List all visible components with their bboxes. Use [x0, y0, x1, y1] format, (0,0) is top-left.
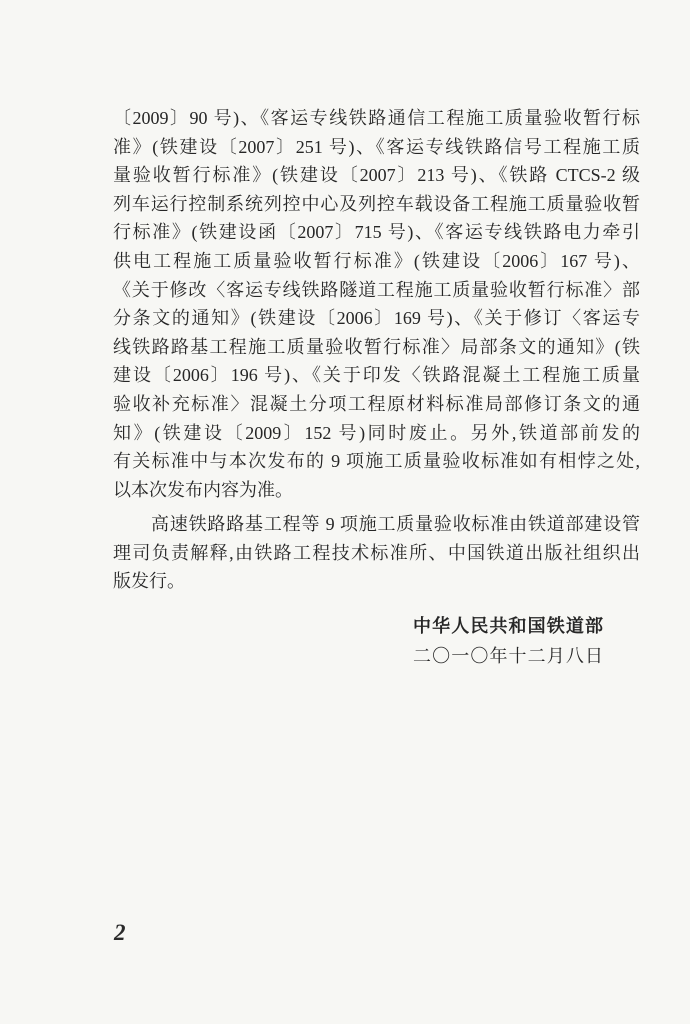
- body-line: 供电工程施工质量验收暂行标准》(铁建设〔2006〕167 号)、: [113, 250, 640, 271]
- body-line: 验收补充标准〉混凝土分项工程原材料标准局部修订条文的通: [113, 393, 640, 414]
- body-line: 建设〔2006〕196 号)、《关于印发〈铁路混凝土工程施工质量: [113, 365, 640, 386]
- body-line: 分条文的通知》(铁建设〔2006〕169 号)、《关于修订〈客运专: [113, 308, 640, 329]
- body-line: 知》(铁建设〔2009〕152 号)同时废止。另外,铁道部前发的: [113, 422, 640, 443]
- body-line: 列车运行控制系统列控中心及列控车载设备工程施工质量验收暂: [113, 193, 640, 214]
- body-line: 准》(铁建设〔2007〕251 号)、《客运专线铁路信号工程施工质: [113, 136, 640, 157]
- body-line: 行标准》(铁建设函〔2007〕715 号)、《客运专线铁路电力牵引: [113, 222, 640, 243]
- body-line: 高速铁路路基工程等 9 项施工质量验收标准由铁道部建设管: [151, 514, 640, 534]
- body-line: 以本次发布内容为准。: [113, 479, 293, 500]
- paragraph-2: [113, 510, 640, 596]
- body-line: 有关标准中与本次发布的 9 项施工质量验收标准如有相悖之处,: [113, 451, 640, 472]
- paragraph-1: [113, 104, 640, 504]
- body-line: 理司负责解释,由铁路工程技术标准所、中国铁道出版社组织出: [113, 542, 640, 563]
- body-line: 〔2009〕90 号)、《客运专线铁路通信工程施工质量验收暂行标: [113, 108, 640, 128]
- page-number: 2: [114, 920, 126, 945]
- body-line: 《关于修改〈客运专线铁路隧道工程施工质量验收暂行标准〉部: [113, 279, 640, 300]
- issue-date: 二〇一〇年十二月八日: [413, 646, 603, 666]
- signature-block: [413, 611, 603, 671]
- body-line: 版发行。: [113, 571, 185, 592]
- body-line: 量验收暂行标准》(铁建设〔2007〕213 号)、《铁路 CTCS-2 级: [113, 165, 640, 186]
- issuer-name: 中华人民共和国铁道部: [413, 616, 603, 636]
- body-line: 线铁路路基工程施工质量验收暂行标准〉局部条文的通知》(铁: [113, 336, 640, 357]
